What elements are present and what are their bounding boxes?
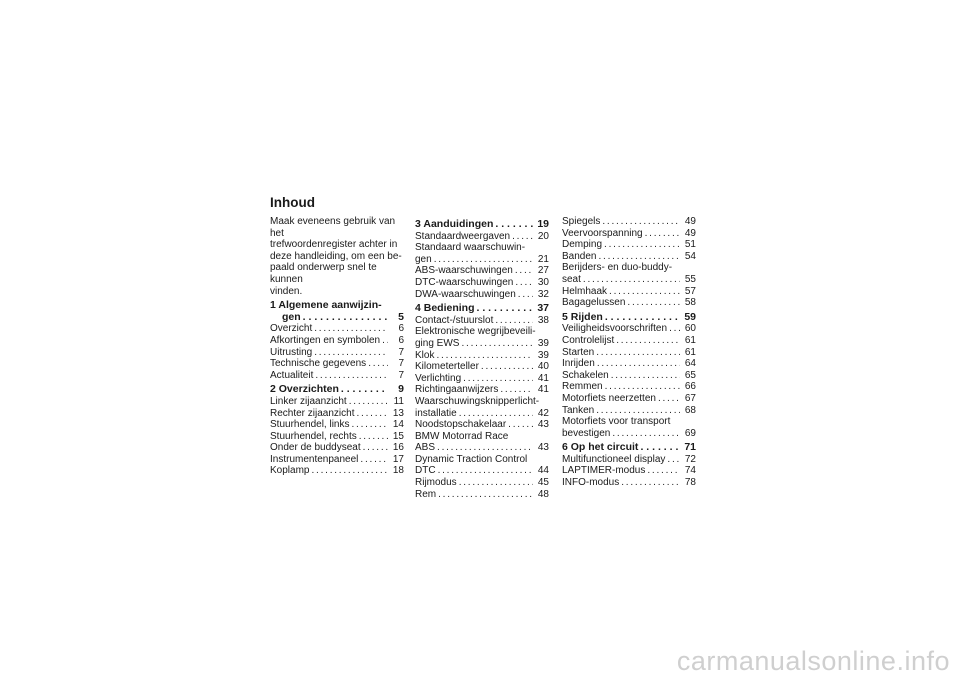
toc-entry[interactable] <box>562 239 696 251</box>
toc-entry-title: Inrijden <box>562 358 595 370</box>
toc-page-number: 16 <box>392 442 404 454</box>
toc-entry-row <box>562 428 696 440</box>
toc-entry[interactable] <box>415 361 549 373</box>
toc-list <box>415 219 549 500</box>
toc-entry-title: Multifunctioneel display <box>562 453 666 465</box>
toc-entry-row <box>562 251 696 263</box>
dot-leader <box>609 286 680 298</box>
dot-leader <box>303 312 388 324</box>
toc-entry-title: Rechter zijaanzicht <box>270 407 355 419</box>
toc-entry-title: Noodstopschakelaar <box>415 419 507 431</box>
toc-page-number: 54 <box>684 250 696 262</box>
toc-entry-row <box>415 350 549 362</box>
toc-entry-title: Uitrusting <box>270 346 313 358</box>
page-title: Inhoud <box>270 195 315 210</box>
watermark-text: carmanualsonline.info <box>676 646 950 676</box>
toc-entry-title: Stuurhendel, links <box>270 419 350 431</box>
dot-leader <box>349 396 388 408</box>
toc-entry-title: Remmen <box>562 381 603 393</box>
toc-entry-row <box>562 381 696 393</box>
toc-entry-row <box>270 384 404 396</box>
toc-entry[interactable] <box>415 326 549 349</box>
intro-line: paald onderwerp snel te kunnen <box>270 262 377 285</box>
toc-entry[interactable] <box>415 265 549 277</box>
toc-entry[interactable] <box>562 286 696 298</box>
toc-page-number: 78 <box>684 477 696 489</box>
dot-leader <box>438 465 533 477</box>
toc-page-number: 67 <box>684 392 696 404</box>
toc-entry[interactable] <box>562 416 696 439</box>
dot-leader <box>596 347 680 359</box>
dot-leader <box>598 251 680 263</box>
toc-entry-title: 2 Overzichten <box>270 383 339 396</box>
toc-entry-row <box>415 338 549 350</box>
toc-entry[interactable] <box>415 477 549 489</box>
toc-entry-row <box>415 315 549 327</box>
dot-leader <box>645 228 680 240</box>
toc-entry-row <box>562 393 696 405</box>
toc-entry[interactable] <box>270 358 404 370</box>
toc-entry[interactable] <box>415 315 549 327</box>
dot-leader <box>352 419 389 431</box>
toc-entry-row <box>270 408 404 420</box>
dot-leader <box>341 384 388 396</box>
toc-entry-title: LAPTIMER-modus <box>562 465 646 477</box>
toc-entry[interactable] <box>562 228 696 240</box>
toc-page-number: 57 <box>684 285 696 297</box>
toc-entry-row <box>270 454 404 466</box>
toc-page-number: 19 <box>537 218 549 230</box>
toc-entry[interactable] <box>270 323 404 335</box>
toc-page-number: 39 <box>537 349 549 361</box>
dot-leader <box>360 454 388 466</box>
dot-leader <box>667 454 680 466</box>
toc-page-number: 15 <box>392 430 404 442</box>
toc-entry[interactable] <box>270 442 404 454</box>
toc-column-1 <box>270 216 404 477</box>
toc-page-number: 59 <box>684 310 696 323</box>
toc-page-number: 66 <box>684 381 696 393</box>
toc-page-number: 48 <box>537 488 549 500</box>
toc-entry-title: Richtingaanwijzers <box>415 384 499 396</box>
toc-entry[interactable] <box>270 396 404 408</box>
toc-entry-row <box>415 231 549 243</box>
toc-page-number: 51 <box>684 239 696 251</box>
dot-leader <box>518 289 533 301</box>
toc-page-number: 32 <box>537 288 549 300</box>
toc-entry-title: Banden <box>562 250 597 262</box>
dot-leader <box>459 408 533 420</box>
toc-page-number: 41 <box>537 384 549 396</box>
dot-leader <box>616 335 680 347</box>
toc-entry[interactable] <box>415 373 549 385</box>
toc-entry-row <box>415 303 549 315</box>
toc-entry-row <box>562 297 696 309</box>
toc-entry-title: Veervoorspanning <box>562 227 643 239</box>
toc-page-number: 60 <box>684 323 696 335</box>
toc-entry-title: Onder de buddyseat <box>270 442 361 454</box>
dot-leader <box>463 373 533 385</box>
toc-entry[interactable] <box>415 489 549 501</box>
dot-leader <box>515 265 533 277</box>
toc-entry[interactable] <box>562 477 696 489</box>
toc-entry[interactable] <box>415 431 549 454</box>
dot-leader <box>314 323 388 335</box>
toc-entry[interactable] <box>415 242 549 265</box>
toc-list <box>270 300 404 477</box>
dot-leader <box>434 254 533 266</box>
dot-leader <box>481 361 533 373</box>
toc-page-number: 38 <box>537 314 549 326</box>
dot-leader <box>583 274 680 286</box>
toc-entry-row <box>415 384 549 396</box>
toc-chapter[interactable] <box>415 303 549 315</box>
toc-entry-title: 4 Bediening <box>415 302 475 315</box>
toc-entry-row <box>415 442 549 454</box>
dot-leader <box>477 303 533 315</box>
toc-entry-title: Actualiteit <box>270 369 314 381</box>
toc-entry-title: Kilometerteller <box>415 361 479 373</box>
toc-entry-row <box>415 254 549 266</box>
toc-entry-title-line: BMW Motorrad Race <box>415 430 509 442</box>
toc-entry-row <box>562 216 696 228</box>
toc-entry-row <box>562 228 696 240</box>
dot-leader <box>596 405 680 417</box>
toc-page-number: 39 <box>537 337 549 349</box>
dot-leader <box>515 277 533 289</box>
toc-entry-row <box>415 477 549 489</box>
toc-page-number: 6 <box>398 334 404 346</box>
intro-line: vinden. <box>270 285 303 297</box>
toc-entry-row <box>562 477 696 489</box>
toc-page-number: 18 <box>392 465 404 477</box>
dot-leader <box>612 428 680 440</box>
toc-entry-title-line: Dynamic Traction Control <box>415 453 528 465</box>
toc-page-number: 27 <box>537 265 549 277</box>
toc-entry-row <box>270 442 404 454</box>
toc-column-3 <box>562 216 696 489</box>
toc-entry-row <box>562 370 696 382</box>
toc-entry-title: Schakelen <box>562 369 609 381</box>
toc-page-number: 21 <box>537 253 549 265</box>
dot-leader <box>459 477 533 489</box>
toc-entry-title: Demping <box>562 239 603 251</box>
toc-entry[interactable] <box>270 408 404 420</box>
toc-entry-title: Afkortingen en symbolen <box>270 334 381 346</box>
toc-entry[interactable] <box>270 335 404 347</box>
dot-leader <box>605 381 680 393</box>
dot-leader <box>363 442 388 454</box>
toc-entry[interactable] <box>562 454 696 466</box>
toc-entry-title: Motorfiets neerzetten <box>562 392 656 404</box>
toc-entry-row <box>270 396 404 408</box>
toc-entry-title: Contact-/stuurslot <box>415 314 494 326</box>
toc-entry-title: installatie <box>415 407 457 419</box>
toc-entry-row <box>415 465 549 477</box>
dot-leader <box>597 358 680 370</box>
toc-chapter[interactable] <box>562 442 696 454</box>
toc-entry-title-line: Elektronische wegrijbeveili- <box>415 326 536 338</box>
toc-entry[interactable] <box>562 370 696 382</box>
toc-page-number: 7 <box>398 369 404 381</box>
dot-leader <box>356 408 388 420</box>
dot-leader <box>647 465 680 477</box>
toc-entry[interactable] <box>415 350 549 362</box>
dot-leader <box>611 370 680 382</box>
toc-page-number: 7 <box>398 346 404 358</box>
dot-leader <box>500 384 533 396</box>
toc-entry-title: ging EWS <box>415 337 460 349</box>
toc-chapter[interactable] <box>562 312 696 324</box>
toc-entry[interactable] <box>270 370 404 382</box>
toc-entry-row <box>270 431 404 443</box>
toc-page-number: 64 <box>684 358 696 370</box>
toc-page-number: 68 <box>684 404 696 416</box>
dot-leader <box>512 231 533 243</box>
toc-entry[interactable] <box>562 358 696 370</box>
dot-leader <box>368 358 388 370</box>
intro-line: Maak eveneens gebruik van het <box>270 216 396 239</box>
toc-page-number: 30 <box>537 276 549 288</box>
toc-entry-title: gen <box>415 253 432 265</box>
toc-page-number: 72 <box>684 453 696 465</box>
toc-page-number: 14 <box>392 419 404 431</box>
toc-entry-row <box>270 370 404 382</box>
toc-entry-title: INFO-modus <box>562 477 620 489</box>
toc-entry-title: Klok <box>415 349 435 361</box>
toc-page-number: 65 <box>684 369 696 381</box>
toc-entry-title: 6 Op het circuit <box>562 441 639 454</box>
toc-entry[interactable] <box>562 381 696 393</box>
toc-entry-title: Instrumentenpaneel <box>270 453 359 465</box>
toc-entry[interactable] <box>270 454 404 466</box>
toc-entry-title: Technische gegevens <box>270 358 367 370</box>
toc-column-2 <box>415 216 549 500</box>
dot-leader <box>602 216 680 228</box>
toc-entry[interactable] <box>562 323 696 335</box>
toc-entry-title-line: 1 Algemene aanwijzin- <box>270 299 382 312</box>
toc-entry[interactable] <box>562 465 696 477</box>
toc-entry-row <box>415 419 549 431</box>
toc-entry-row <box>562 358 696 370</box>
toc-entry-row <box>562 312 696 324</box>
toc-entry-row <box>415 361 549 373</box>
toc-entry-title: Helmhaak <box>562 285 608 297</box>
toc-page-number: 61 <box>684 334 696 346</box>
toc-page-number: 44 <box>537 465 549 477</box>
toc-page-number: 69 <box>684 427 696 439</box>
toc-entry-title: gen <box>282 310 301 323</box>
toc-entry-row <box>270 335 404 347</box>
toc-page-number: 55 <box>684 273 696 285</box>
toc-page-number: 61 <box>684 346 696 358</box>
toc-entry-title: bevestigen <box>562 427 611 439</box>
dot-leader <box>495 315 533 327</box>
toc-entry-title: Tanken <box>562 404 595 416</box>
toc-page-number: 5 <box>398 310 404 323</box>
dot-leader <box>461 338 533 350</box>
toc-entry[interactable] <box>562 262 696 285</box>
toc-entry-row <box>415 373 549 385</box>
toc-page-number: 37 <box>537 302 549 315</box>
toc-page-number: 74 <box>684 465 696 477</box>
dot-leader <box>359 431 388 443</box>
toc-entry-row <box>270 419 404 431</box>
dot-leader <box>627 297 680 309</box>
intro-line: deze handleiding, om een be- <box>270 250 402 262</box>
toc-entry-title: 3 Aanduidingen <box>415 218 494 230</box>
toc-page-number: 41 <box>537 372 549 384</box>
toc-entry-row <box>562 239 696 251</box>
dot-leader <box>669 323 680 335</box>
toc-entry-title: DWA-waarschuwingen <box>415 288 516 300</box>
toc-page-number: 11 <box>393 395 404 407</box>
toc-entry-row <box>270 358 404 370</box>
toc-page-number: 43 <box>537 419 549 431</box>
toc-entry[interactable] <box>270 419 404 431</box>
toc-entry-title: Controlelijst <box>562 334 615 346</box>
toc-entry-row <box>415 289 549 301</box>
dot-leader <box>314 347 388 359</box>
toc-page-number: 13 <box>392 407 404 419</box>
dot-leader <box>605 312 680 324</box>
toc-entry-row <box>415 408 549 420</box>
toc-entry-title: 5 Rijden <box>562 310 603 323</box>
toc-chapter[interactable] <box>270 300 404 323</box>
toc-page-number: 40 <box>537 361 549 373</box>
toc-entry-row <box>562 286 696 298</box>
toc-page-number: 58 <box>684 297 696 309</box>
toc-entry[interactable] <box>562 297 696 309</box>
toc-entry-title-line: Berijders- en duo-buddy- <box>562 262 673 274</box>
toc-entry-row <box>562 347 696 359</box>
toc-chapter[interactable] <box>415 219 549 231</box>
dot-leader <box>315 370 388 382</box>
toc-page-number: 20 <box>537 230 549 242</box>
toc-entry-title: Verlichting <box>415 372 462 384</box>
toc-entry-title: Linker zijaanzicht <box>270 395 347 407</box>
dot-leader <box>436 350 533 362</box>
toc-entry-title: ABS-waarschuwingen <box>415 265 513 277</box>
toc-list <box>562 216 696 489</box>
toc-entry-row <box>415 489 549 501</box>
toc-entry-row <box>415 219 549 231</box>
toc-entry[interactable] <box>415 277 549 289</box>
toc-entry[interactable] <box>562 335 696 347</box>
dot-leader <box>438 489 533 501</box>
toc-page-number: 49 <box>684 216 696 227</box>
toc-entry[interactable] <box>415 231 549 243</box>
toc-entry-row <box>562 442 696 454</box>
toc-entry-row <box>270 312 404 324</box>
intro-text <box>270 216 404 297</box>
dot-leader <box>437 442 533 454</box>
toc-entry-row <box>415 265 549 277</box>
toc-entry-title-line: Motorfiets voor transport <box>562 416 671 428</box>
toc-entry[interactable] <box>270 431 404 443</box>
toc-entry[interactable] <box>562 251 696 263</box>
toc-entry[interactable] <box>562 347 696 359</box>
toc-entry-row <box>562 465 696 477</box>
toc-entry-title: Bagagelussen <box>562 297 626 309</box>
toc-entry-title-line: Waarschuwingsknipperlicht- <box>415 395 540 407</box>
toc-entry[interactable] <box>270 465 404 477</box>
intro-line: trefwoordenregister achter in <box>270 239 398 251</box>
dot-leader <box>604 239 680 251</box>
toc-entry-title: DTC-waarschuwingen <box>415 276 514 288</box>
toc-page-number: 42 <box>537 407 549 419</box>
toc-chapter[interactable] <box>270 384 404 396</box>
toc-entry-title: Koplamp <box>270 465 310 477</box>
toc-entry-row <box>562 274 696 286</box>
toc-page-number: 49 <box>684 227 696 239</box>
dot-leader <box>658 393 680 405</box>
toc-entry-row <box>415 277 549 289</box>
toc-entry-title: ABS <box>415 442 436 454</box>
dot-leader <box>640 442 680 454</box>
toc-entry-title: Stuurhendel, rechts <box>270 430 357 442</box>
toc-page-number: 9 <box>398 383 404 396</box>
dot-leader <box>311 465 388 477</box>
toc-entry-title: Rem <box>415 488 437 500</box>
toc-entry-row <box>270 347 404 359</box>
toc-page-number: 45 <box>537 477 549 489</box>
toc-entry-title: Starten <box>562 346 595 358</box>
toc-entry-title: DTC <box>415 465 436 477</box>
toc-entry-row <box>562 335 696 347</box>
toc-entry-row <box>562 323 696 335</box>
toc-entry-row <box>270 465 404 477</box>
toc-page-number: 7 <box>398 358 404 370</box>
dot-leader <box>621 477 680 489</box>
toc-page-number: 6 <box>398 323 404 335</box>
toc-entry-title-line: Standaard waarschuwin- <box>415 242 526 254</box>
dot-leader <box>508 419 533 431</box>
toc-entry[interactable] <box>562 216 696 228</box>
toc-entry[interactable] <box>415 419 549 431</box>
toc-entry-title: Rijmodus <box>415 477 457 489</box>
toc-entry[interactable] <box>415 454 549 477</box>
dot-leader <box>495 219 533 231</box>
toc-page-number: 43 <box>537 442 549 454</box>
toc-page-number: 71 <box>684 441 696 454</box>
toc-entry[interactable] <box>415 396 549 419</box>
toc-entry[interactable] <box>270 347 404 359</box>
dot-leader <box>382 335 388 347</box>
toc-entry-title: Spiegels <box>562 216 601 227</box>
toc-entry-row <box>562 454 696 466</box>
toc-page-number: 17 <box>392 453 404 465</box>
toc-entry[interactable] <box>562 393 696 405</box>
toc-entry[interactable] <box>415 384 549 396</box>
toc-entry-title: Veiligheidsvoorschriften <box>562 323 668 335</box>
toc-entry-title: seat <box>562 273 581 285</box>
toc-entry-title: Standaardweergaven <box>415 230 511 242</box>
toc-entry-title: Overzicht <box>270 323 313 335</box>
toc-entry[interactable] <box>562 405 696 417</box>
toc-entry-row <box>562 405 696 417</box>
toc-entry-row <box>270 323 404 335</box>
toc-entry[interactable] <box>415 289 549 301</box>
